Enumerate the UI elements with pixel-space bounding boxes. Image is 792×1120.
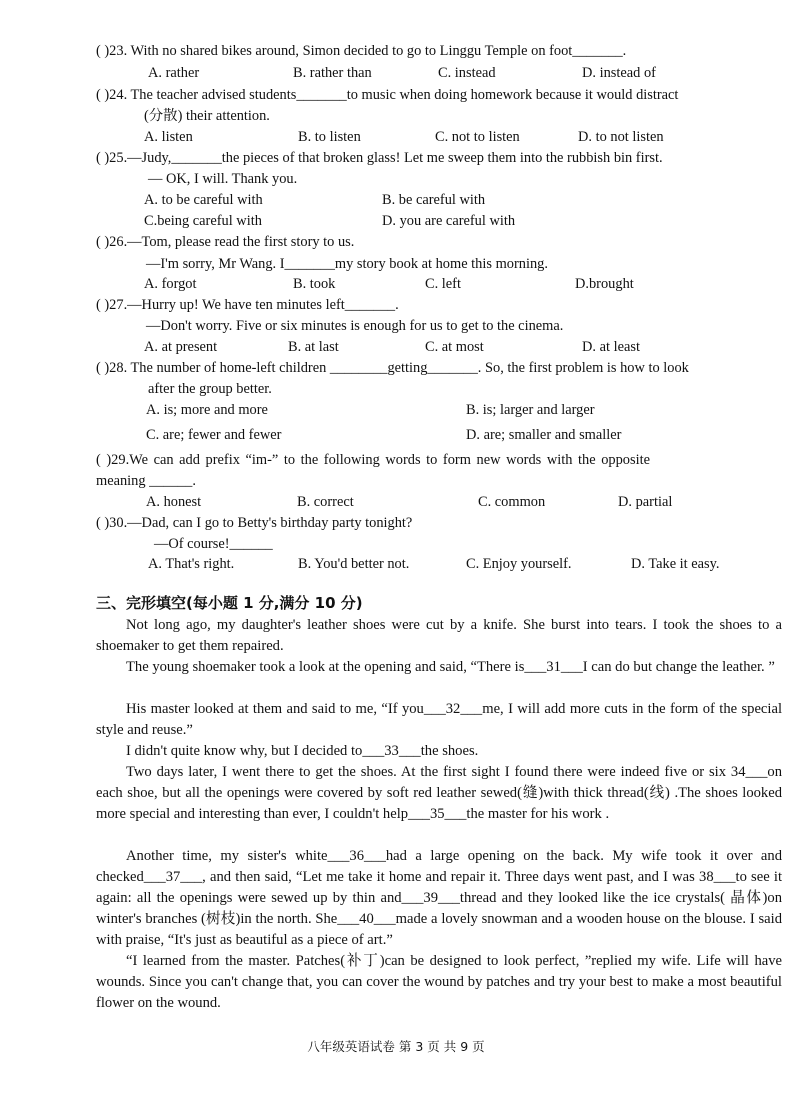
question-25-options-row2	[0, 212, 792, 232]
option-a: A. to be careful with	[144, 192, 263, 208]
option-b: B. You'd better not.	[298, 556, 410, 572]
option-c: C. not to listen	[435, 129, 520, 145]
question-30-stem: ( )30.—Dad, can I go to Betty's birthday party tonight?	[96, 515, 413, 531]
option-c: C. instead	[438, 65, 496, 81]
option-d: D. Take it easy.	[631, 556, 720, 572]
question-28-stem: ( )28. The number of home-left children ________getting_______. So, the first problem is how to look	[96, 360, 689, 376]
option-b: B. is; larger and larger	[466, 402, 595, 418]
option-c: C. Enjoy yourself.	[466, 556, 572, 572]
option-d: D. at least	[582, 339, 640, 355]
question-23-options	[0, 64, 792, 84]
option-c: C. at most	[425, 339, 484, 355]
question-24-options	[0, 128, 792, 148]
question-29-options	[0, 493, 792, 513]
option-c: C.being careful with	[144, 213, 262, 229]
option-c: C. left	[425, 276, 461, 292]
question-25-stem-cont: — OK, I will. Thank you.	[148, 171, 298, 187]
question-24-stem-cont: (分散) their attention.	[144, 108, 270, 124]
cloze-paragraph-4: I didn't quite know why, but I decided to___33___the shoes.	[126, 743, 479, 759]
question-27-options	[0, 338, 792, 358]
question-26-stem: ( )26.—Tom, please read the first story to us.	[96, 234, 355, 250]
page-footer: 八年级英语试卷 第 3 页 共 9 页	[307, 1039, 485, 1054]
cloze-paragraph-1: Not long ago, my daughter's leather shoes were cut by a knife. She burst into tears. I took the shoes to a shoemaker to get them repaired.	[96, 617, 782, 654]
option-d: D.brought	[575, 276, 634, 292]
option-b: B. rather than	[293, 65, 372, 81]
option-b: B. correct	[297, 494, 354, 510]
option-a: A. rather	[148, 65, 200, 81]
cloze-paragraph-2: The young shoemaker took a look at the opening and said, “There is___31___I can do but change the leather. ”	[126, 659, 775, 675]
cloze-paragraph-6: Another time, my sister's white___36___had a large opening on the back. My wife took it over and checked___37___, and then said, “Let me take it home and repair it. Three days went past, and I was 38___to see it again: all the openings were sewed up by thin and___39___thread and they looked like the ice crystals( 晶体)on winter's branches (树枝)in the north. She___40___made a lovely snowman and a wooden house on the blouse. I said with praise, “It's just as beautiful as a piece of art.”	[96, 848, 782, 948]
question-30-stem-cont: —Of course!______	[154, 536, 273, 552]
question-28-options-row1	[0, 401, 792, 421]
question-29-stem-cont: meaning ______.	[96, 473, 196, 489]
option-b: B. be careful with	[382, 192, 486, 208]
question-23-stem: ( )23. With no shared bikes around, Simon decided to go to Linggu Temple on foot_______.	[96, 43, 627, 59]
option-a: A. forgot	[144, 276, 197, 292]
option-d: D. to not listen	[578, 129, 664, 145]
option-a: A. at present	[144, 339, 218, 355]
option-c: C. common	[478, 494, 546, 510]
option-d: D. you are careful with	[382, 213, 516, 229]
question-25-options-row1	[0, 191, 792, 211]
option-a: A. honest	[146, 494, 202, 510]
cloze-paragraph-7: “I learned from the master. Patches(补丁)can be designed to look perfect, ”replied my wife. Life will have wounds. Since you can't change that, you can cover the wound by patches and try your best to make a most beautiful flower on the wound.	[96, 953, 782, 1011]
question-28-stem-cont: after the group better.	[148, 381, 272, 397]
option-d: D. are; smaller and smaller	[466, 427, 622, 443]
option-c: C. are; fewer and fewer	[146, 427, 282, 443]
question-30-options	[0, 555, 792, 575]
question-27-stem: ( )27.—Hurry up! We have ten minutes left_______.	[96, 297, 399, 313]
question-29-stem: ( )29.We can add prefix “im-” to the following words to form new words with the opposite	[96, 452, 650, 468]
option-b: B. took	[293, 276, 336, 292]
option-a: A. That's right.	[148, 556, 235, 572]
option-b: B. at last	[288, 339, 339, 355]
question-28-options-row2	[0, 426, 792, 446]
option-d: D. instead of	[582, 65, 656, 81]
question-26-stem-cont: —I'm sorry, Mr Wang. I_______my story book at home this morning.	[146, 256, 548, 272]
question-26-options	[0, 275, 792, 295]
option-b: B. to listen	[298, 129, 361, 145]
section-title: 三、完形填空(每小题 1 分,满分 10 分)	[96, 594, 363, 612]
question-24-stem: ( )24. The teacher advised students_______to music when doing homework because it would distract	[96, 87, 679, 103]
option-a: A. listen	[144, 129, 193, 145]
cloze-paragraph-5: Two days later, I went there to get the shoes. At the first sight I found there were indeed five or six 34___on each shoe, but all the openings were covered by soft red leather sewed(缝)with thick thread(线) .The shoes looked more special and interesting than ever, I couldn't help___35___the master for his work .	[96, 764, 782, 822]
question-25-stem: ( )25.—Judy,_______the pieces of that broken glass! Let me sweep them into the rubbish bin first.	[96, 150, 663, 166]
question-27-stem-cont: —Don't worry. Five or six minutes is enough for us to get to the cinema.	[146, 318, 564, 334]
option-a: A. is; more and more	[146, 402, 268, 418]
option-d: D. partial	[618, 494, 673, 510]
cloze-paragraph-3: His master looked at them and said to me, “If you___32___me, I will add more cuts in the form of the special style and reuse.”	[96, 701, 782, 738]
